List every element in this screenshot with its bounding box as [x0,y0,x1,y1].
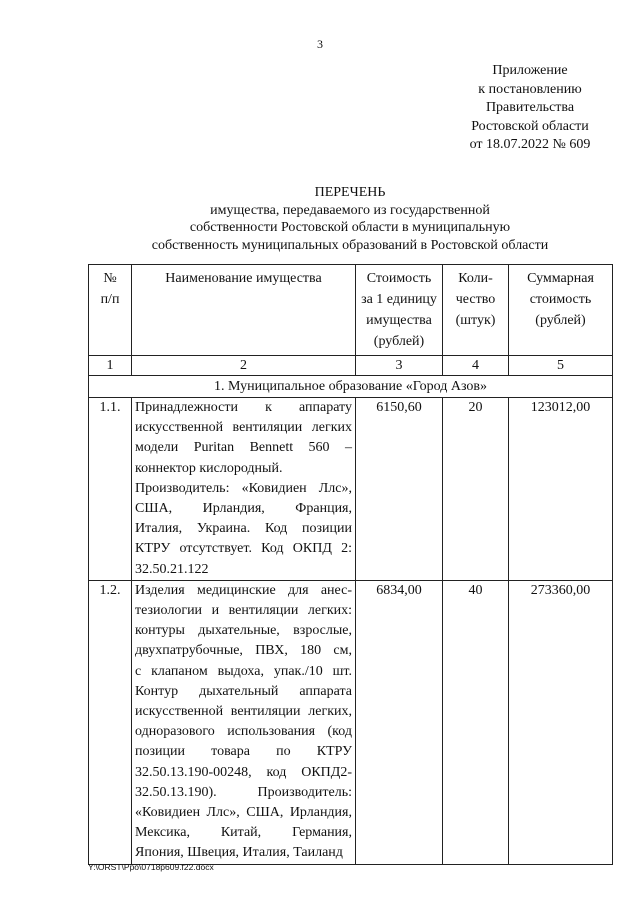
property-table [88,264,613,865]
row-number: 1.2. [89,580,132,864]
item-name: Принадлежности к аппарату искусственной вентиляции легких модели Puritan Bennett 560 – коннектор кислородный. Производитель: «Ковидиен Ллс», США, Ирландия, Франция, Италия, Украина. Код позиции КТРУ отсутствует. Код ОКПД 2: 32.50.21.122 [132,398,356,581]
appendix-line: от 18.07.2022 № 609 [469,137,591,152]
column-index-row [89,356,613,376]
appendix-line: Правительства [485,100,575,115]
appendix-block [440,62,620,155]
title-line: имущества, передаваемого из государственной [210,202,490,218]
table-row [89,398,613,581]
column-index: 5 [509,356,613,376]
header-cost: Стоимость за 1 единицу имущества (рублей) [356,265,443,356]
table-row [89,580,613,864]
column-index: 4 [443,356,509,376]
title-line: собственности Ростовской области в муниципальную [189,220,511,235]
header-name: Наименование имущества [132,265,356,356]
column-index: 2 [132,356,356,376]
appendix-line: Приложение [492,63,568,78]
item-name: Изделия медицинские для анес- тезиологии и вентиляции легких: контуры дыхательные, взрослые, двухпатрубочные, ПВХ, 180 см, с клапаном выдоха, упак./10 шт. Контур дыхательный аппарата искусственной вентиляции легких, одноразового использования (код позиции товара по КТРУ 32.50.13.190-00248, код ОКПД2- 32.50.13.190). Производитель: «Ковидиен Ллс», США, Ирландия, Мексика, Китай, Германия, Япония, Швеция, Италия, Таиланд [132,580,356,864]
unit-cost: 6150,60 [356,398,443,581]
total-cost: 123012,00 [509,398,613,581]
column-index: 1 [89,356,132,376]
title-heading: ПЕРЕЧЕНЬ [314,185,386,200]
table-header-row [89,265,613,356]
page-number: 3 [317,37,323,51]
header-qty: Коли- чество (штук) [443,265,509,356]
quantity: 40 [443,580,509,864]
row-number: 1.1. [89,398,132,581]
appendix-line: Ростовской области [471,118,589,134]
header-num: № п/п [89,265,132,356]
column-index: 3 [356,356,443,376]
unit-cost: 6834,00 [356,580,443,864]
quantity: 20 [443,398,509,581]
appendix-line: к постановлению [478,81,582,97]
header-sum: Суммарная стоимость (рублей) [509,265,613,356]
section-title: 1. Муниципальное образование «Город Азов» [89,376,613,398]
file-path-footer: Y:\ORST\Ppo\0718p609.f22.docx [88,862,214,872]
section-row [89,376,613,398]
total-cost: 273360,00 [509,580,613,864]
document-title [100,184,600,254]
title-line: собственность муниципальных образований в Ростовской области [151,237,549,253]
